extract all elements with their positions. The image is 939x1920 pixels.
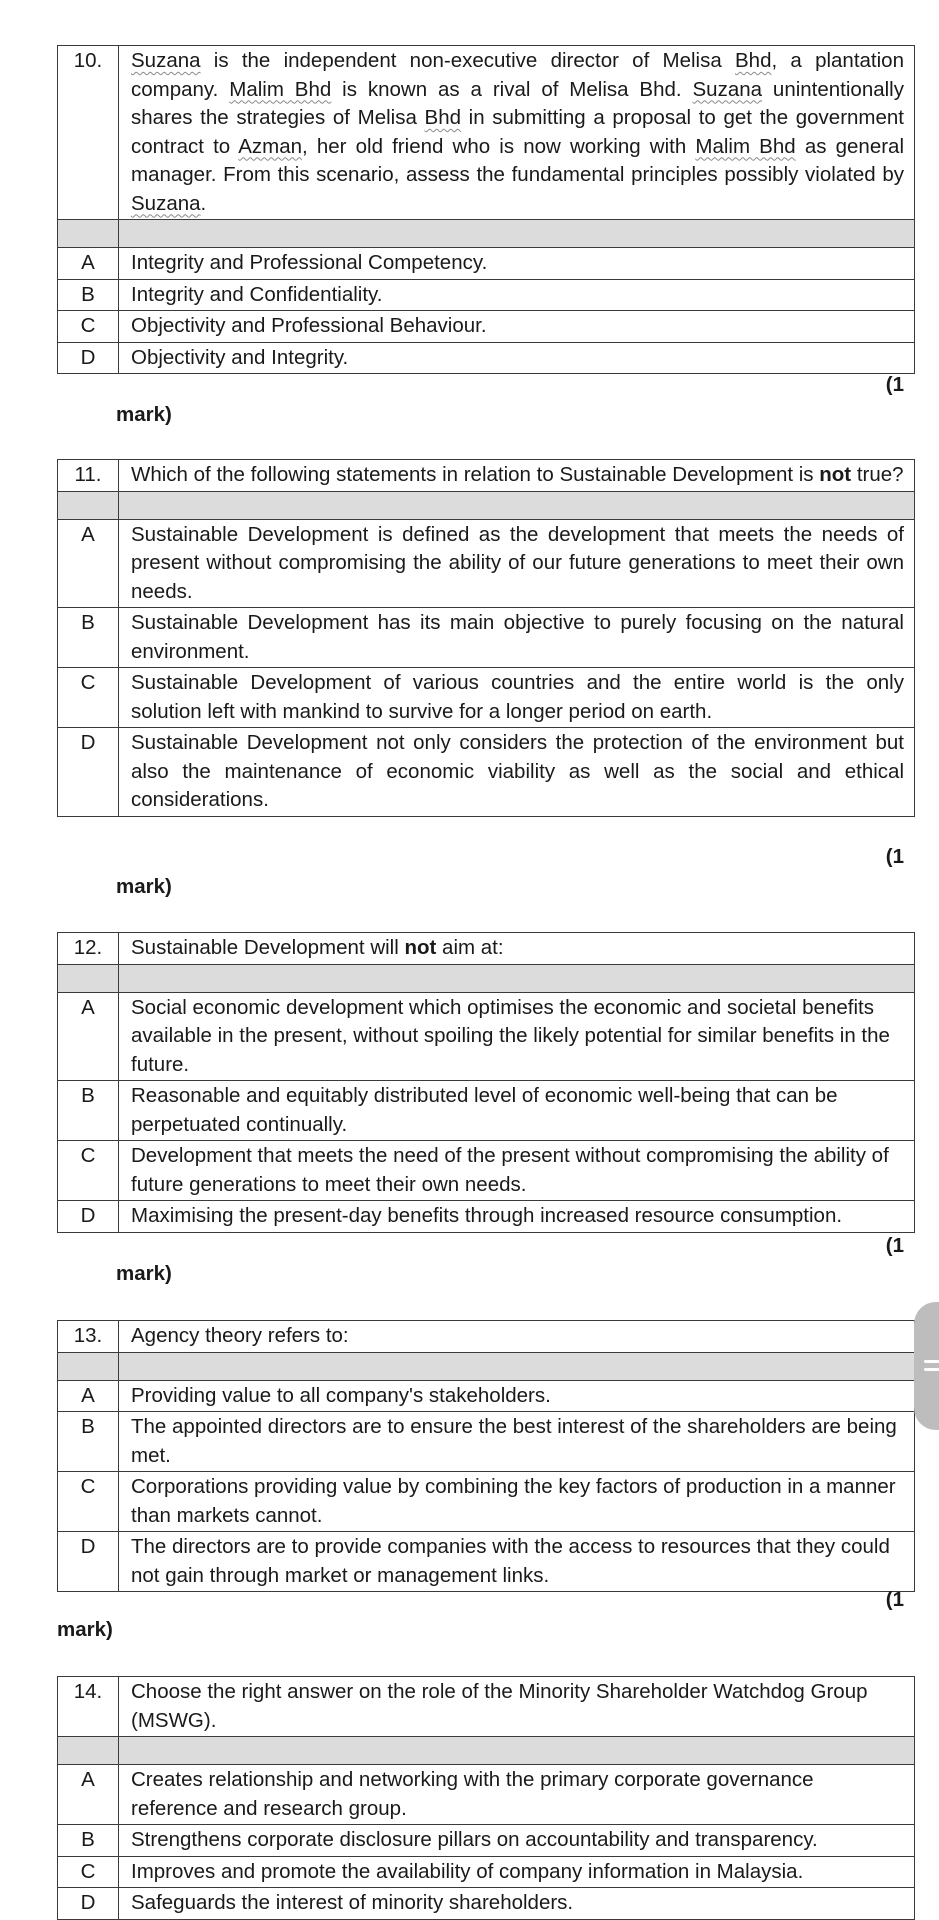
- shaded-separator-row: [58, 491, 915, 519]
- option-letter: C: [58, 1856, 119, 1888]
- option-letter: B: [58, 608, 119, 668]
- stem-part: Bhd: [735, 49, 772, 72]
- option-text: The directors are to provide companies with the access to resources that they could not gain through market or management links.: [119, 1532, 915, 1592]
- stem-part: as general manager. From this scenario, assess the fundamental principles possibly violated by: [131, 134, 904, 186]
- option-text: Creates relationship and networking with the primary corporate governance reference and research group.: [119, 1765, 915, 1825]
- option-text: Corporations providing value by combining the key factors of production in a manner than markets cannot.: [119, 1472, 915, 1532]
- shaded-separator-row: [58, 964, 915, 992]
- mark-value: (1: [885, 373, 904, 396]
- option-row: [58, 1380, 915, 1412]
- question-number: 13.: [58, 1321, 119, 1353]
- mark-value: (1: [885, 1588, 904, 1611]
- question-stem: Agency theory refers to:: [119, 1321, 915, 1353]
- question-10: [57, 45, 915, 374]
- option-text: The appointed directors are to ensure the best interest of the shareholders are being met.: [119, 1412, 915, 1472]
- option-text: Maximising the present-day benefits through increased resource consumption.: [119, 1201, 915, 1233]
- question-number: 14.: [58, 1677, 119, 1737]
- question-number: 11.: [58, 460, 119, 492]
- option-row: [58, 608, 915, 668]
- option-row: [58, 279, 915, 311]
- option-row: [58, 668, 915, 728]
- option-letter: A: [58, 1765, 119, 1825]
- stem-part: Malim Bhd: [229, 77, 332, 101]
- option-letter: A: [58, 248, 119, 280]
- option-text: Objectivity and Integrity.: [119, 342, 915, 374]
- stem-part: Which of the following statements in relation to Sustainable Development is: [131, 463, 820, 486]
- option-text: Sustainable Development has its main objective to purely focusing on the natural environment.: [119, 608, 915, 668]
- option-letter: B: [58, 1412, 119, 1472]
- option-text: Strengthens corporate disclosure pillars on accountability and transparency.: [119, 1825, 915, 1857]
- stem-part: Suzana: [131, 191, 201, 215]
- question-stem: [119, 46, 915, 220]
- stem-part: unintentionally shares the strategies of Melisa: [131, 77, 904, 129]
- option-row: [58, 1472, 915, 1532]
- option-row: [58, 1532, 915, 1592]
- stem-emphasis: not: [819, 463, 852, 486]
- option-text: Objectivity and Professional Behaviour.: [119, 311, 915, 343]
- stem-part: , her old friend who is now working with: [302, 134, 696, 158]
- option-text: Integrity and Confidentiality.: [119, 279, 915, 311]
- option-row: [58, 1201, 915, 1233]
- question-13: [57, 1320, 915, 1592]
- option-text: Sustainable Development of various countries and the entire world is the only solution left with mankind to survive for a longer period on earth.: [119, 668, 915, 728]
- stem-part: Bhd: [424, 106, 461, 129]
- option-letter: C: [58, 1472, 119, 1532]
- option-row: [58, 311, 915, 343]
- mark-label: mark): [57, 1618, 113, 1641]
- option-letter: D: [58, 728, 119, 817]
- question-14: [57, 1676, 915, 1920]
- option-text: Social economic development which optimises the economic and societal benefits available in the present, without spoiling the likely potential for similar benefits in the future.: [119, 992, 915, 1081]
- option-letter: D: [58, 342, 119, 374]
- stem-part: , a plantation company.: [131, 49, 904, 101]
- stem-emphasis: not: [404, 936, 437, 959]
- option-letter: B: [58, 1825, 119, 1857]
- option-letter: B: [58, 279, 119, 311]
- option-letter: D: [58, 1888, 119, 1920]
- shaded-separator-row: [58, 220, 915, 248]
- option-letter: A: [58, 1380, 119, 1412]
- option-text: Improves and promote the availability of company information in Malaysia.: [119, 1856, 915, 1888]
- option-letter: A: [58, 519, 119, 608]
- option-row: [58, 1888, 915, 1920]
- option-text: Integrity and Professional Competency.: [119, 248, 915, 280]
- grip-line-icon: [924, 1360, 939, 1363]
- option-row: [58, 1825, 915, 1857]
- shaded-separator-row: [58, 1737, 915, 1765]
- stem-part: Malim Bhd: [695, 134, 796, 158]
- option-letter: A: [58, 992, 119, 1081]
- question-12: [57, 932, 915, 1233]
- stem-part: true?: [851, 463, 904, 486]
- stem-part: .: [200, 191, 207, 215]
- option-row: [58, 1141, 915, 1201]
- option-row: [58, 728, 915, 817]
- option-row: [58, 519, 915, 608]
- question-number: 10.: [58, 46, 119, 220]
- option-text: Development that meets the need of the present without compromising the ability of future generations to meet their own needs.: [119, 1141, 915, 1201]
- option-text: Sustainable Development is defined as the development that meets the needs of present without compromising the ability of our future generations to meet their own needs.: [119, 519, 915, 608]
- mark-value: (1: [885, 845, 904, 868]
- question-stem: [119, 460, 915, 492]
- option-row: [58, 248, 915, 280]
- option-letter: B: [58, 1081, 119, 1141]
- stem-part: Suzana: [131, 49, 201, 72]
- question-number: 12.: [58, 933, 119, 965]
- option-row: [58, 992, 915, 1081]
- option-text: Safeguards the interest of minority shareholders.: [119, 1888, 915, 1920]
- grip-line-icon: [924, 1368, 939, 1371]
- stem-part: Azman: [238, 134, 302, 158]
- mark-label: mark): [116, 875, 172, 898]
- stem-part: Sustainable Development will: [131, 936, 405, 959]
- option-row: [58, 1856, 915, 1888]
- stem-part: is known as a rival of Melisa Bhd.: [331, 77, 693, 101]
- question-11: [57, 459, 915, 817]
- option-row: [58, 1081, 915, 1141]
- mark-label: mark): [116, 1262, 172, 1285]
- stem-part: Suzana: [692, 77, 763, 101]
- option-row: [58, 342, 915, 374]
- option-text: Providing value to all company's stakeholders.: [119, 1380, 915, 1412]
- option-letter: D: [58, 1201, 119, 1233]
- option-row: [58, 1765, 915, 1825]
- question-stem: Choose the right answer on the role of the Minority Shareholder Watchdog Group (MSWG).: [119, 1677, 915, 1737]
- stem-part: is the independent non-executive director of Melisa: [200, 49, 735, 72]
- question-stem: [119, 933, 915, 965]
- mark-value: (1: [885, 1234, 904, 1257]
- shaded-separator-row: [58, 1352, 915, 1380]
- stem-part: aim at:: [436, 936, 504, 959]
- side-panel-handle[interactable]: [914, 1302, 939, 1430]
- option-text: Sustainable Development not only considers the protection of the environment but also the maintenance of economic viability as well as the social and ethical considerations.: [119, 728, 915, 817]
- option-letter: C: [58, 668, 119, 728]
- stem-part: in submitting a proposal to get the government contract to: [131, 106, 905, 158]
- option-text: Reasonable and equitably distributed level of economic well-being that can be perpetuated continually.: [119, 1081, 915, 1141]
- option-letter: C: [58, 1141, 119, 1201]
- option-letter: C: [58, 311, 119, 343]
- option-letter: D: [58, 1532, 119, 1592]
- option-row: [58, 1412, 915, 1472]
- mark-label: mark): [116, 403, 172, 426]
